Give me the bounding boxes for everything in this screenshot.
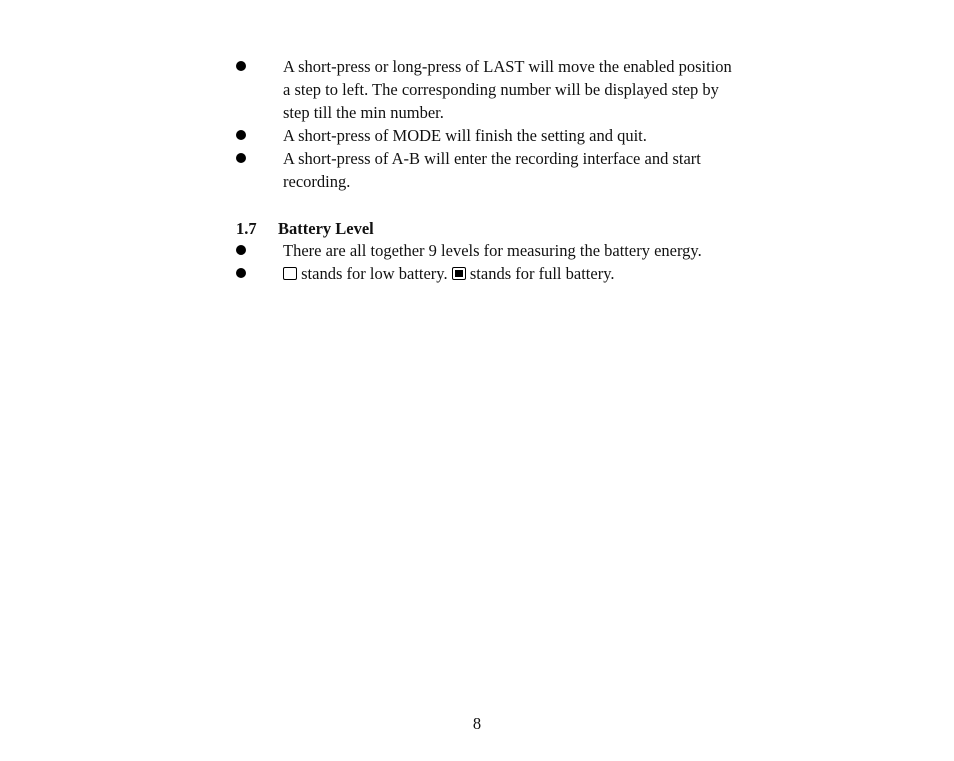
section-title: Battery Level	[278, 219, 374, 238]
battery-low-icon	[283, 267, 297, 280]
section-number: 1.7	[236, 219, 257, 238]
bullet-icon	[236, 268, 246, 278]
list-item-text: There are all together 9 levels for measuring the battery energy.	[283, 241, 702, 260]
battery-full-text: stands for full battery.	[469, 264, 615, 283]
playback-instructions-list	[236, 55, 736, 193]
list-item	[236, 124, 736, 147]
list-item-text: A short-press of A-B will enter the recording interface and start recording.	[283, 149, 701, 191]
page-number: 8	[472, 714, 482, 733]
bullet-icon	[236, 130, 246, 140]
list-item-text: A short-press or long-press of LAST will move the enabled position a step to left. The corresponding number will be displayed step by step till the min number.	[283, 57, 732, 122]
battery-full-icon	[452, 267, 466, 280]
battery-level-list	[236, 239, 736, 285]
list-item	[236, 147, 736, 193]
battery-low-text: stands for low battery.	[301, 264, 448, 283]
bullet-icon	[236, 61, 246, 71]
bullet-icon	[236, 153, 246, 163]
bullet-icon	[236, 245, 246, 255]
section-heading	[236, 217, 374, 240]
list-item	[236, 239, 736, 262]
list-item	[236, 262, 736, 285]
list-item-text: A short-press of MODE will finish the setting and quit.	[283, 126, 647, 145]
list-item	[236, 55, 736, 124]
